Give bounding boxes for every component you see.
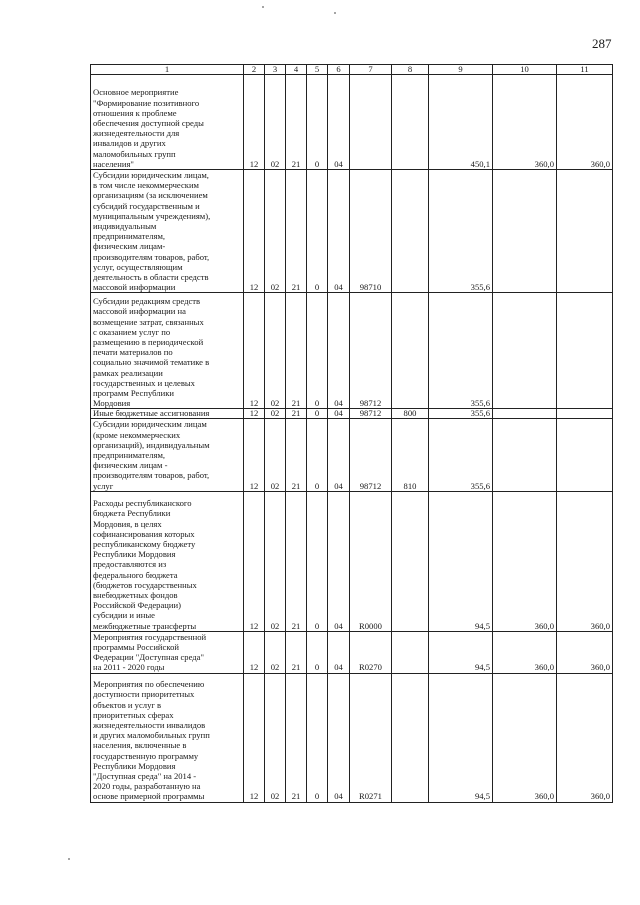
description-line: обеспечения доступной среды bbox=[93, 117, 204, 128]
cell-col-5: 0 bbox=[307, 409, 328, 419]
column-header: 2 bbox=[244, 65, 265, 75]
row-description bbox=[91, 409, 244, 419]
table-header-row bbox=[91, 65, 613, 75]
description-line: Расходы республиканского bbox=[93, 498, 192, 509]
cell-col-5: 0 bbox=[307, 631, 328, 673]
description-line: программ Республики bbox=[93, 388, 174, 399]
cell-col-10: 360,0 bbox=[493, 491, 557, 631]
cell-col-3: 02 bbox=[265, 491, 286, 631]
column-header: 6 bbox=[328, 65, 350, 75]
cell-col-2: 12 bbox=[244, 409, 265, 419]
cell-col-6: 04 bbox=[328, 170, 350, 293]
cell-col-9: 355,6 bbox=[429, 293, 493, 409]
description-line: и других маломобильных групп bbox=[93, 730, 210, 741]
description-line: Республики Мордовия bbox=[93, 760, 176, 771]
row-description bbox=[91, 75, 244, 170]
table-row bbox=[91, 491, 613, 631]
cell-col-8 bbox=[392, 170, 429, 293]
cell-col-9: 94,5 bbox=[429, 491, 493, 631]
row-description bbox=[91, 419, 244, 491]
cell-col-10: 360,0 bbox=[493, 631, 557, 673]
table-row bbox=[91, 170, 613, 293]
cell-col-10 bbox=[493, 293, 557, 409]
description-line: населения" bbox=[93, 158, 134, 169]
description-line: муниципальным учреждениям), bbox=[93, 210, 211, 221]
description-line: Мероприятия по обеспечению bbox=[93, 679, 205, 690]
scan-speck bbox=[262, 6, 264, 8]
table-row bbox=[91, 409, 613, 419]
column-header: 8 bbox=[392, 65, 429, 75]
column-header: 3 bbox=[265, 65, 286, 75]
cell-col-2: 12 bbox=[244, 631, 265, 673]
description-line: бюджета Республики bbox=[93, 508, 171, 519]
column-header: 9 bbox=[429, 65, 493, 75]
description-line: Субсидии юридическим лицам bbox=[93, 419, 207, 430]
description-line: социально значимой тематике в bbox=[93, 357, 210, 368]
cell-col-4: 21 bbox=[286, 170, 307, 293]
cell-col-8: 800 bbox=[392, 409, 429, 419]
cell-col-5: 0 bbox=[307, 491, 328, 631]
description-line: Мордовия bbox=[93, 398, 131, 409]
description-line: жизнедеятельности инвалидов bbox=[93, 720, 206, 731]
description-line: Мероприятия государственной bbox=[93, 631, 207, 642]
description-line: Федерации "Доступная среда" bbox=[93, 652, 204, 663]
cell-col-6: 04 bbox=[328, 75, 350, 170]
cell-col-2: 12 bbox=[244, 293, 265, 409]
row-description bbox=[91, 491, 244, 631]
cell-col-11: 360,0 bbox=[557, 491, 613, 631]
column-header: 11 bbox=[557, 65, 613, 75]
budget-table bbox=[90, 64, 613, 803]
description-line: населения, включенные в bbox=[93, 740, 187, 751]
cell-col-5: 0 bbox=[307, 673, 328, 802]
cell-col-5: 0 bbox=[307, 170, 328, 293]
cell-col-3: 02 bbox=[265, 419, 286, 491]
cell-col-4: 21 bbox=[286, 673, 307, 802]
cell-col-8 bbox=[392, 673, 429, 802]
cell-col-9: 450,1 bbox=[429, 75, 493, 170]
cell-col-10: 360,0 bbox=[493, 75, 557, 170]
description-line: организаций), индивидуальным bbox=[93, 439, 210, 450]
description-line: (бюджетов государственных bbox=[93, 579, 197, 590]
column-header: 5 bbox=[307, 65, 328, 75]
row-description bbox=[91, 170, 244, 293]
cell-col-7: R0000 bbox=[350, 491, 392, 631]
cell-col-5: 0 bbox=[307, 419, 328, 491]
description-line: Субсидии редакциям средств bbox=[93, 296, 201, 307]
description-line: рамках реализации bbox=[93, 367, 163, 378]
column-header: 7 bbox=[350, 65, 392, 75]
cell-col-6: 04 bbox=[328, 409, 350, 419]
cell-col-2: 12 bbox=[244, 170, 265, 293]
description-line: Российской Федерации) bbox=[93, 600, 181, 611]
scan-speck bbox=[68, 858, 70, 860]
cell-col-7: 98710 bbox=[350, 170, 392, 293]
cell-col-10 bbox=[493, 419, 557, 491]
description-line: субсидии и иные bbox=[93, 610, 155, 621]
cell-col-3: 02 bbox=[265, 293, 286, 409]
description-line: организациям (за исключением bbox=[93, 190, 208, 201]
cell-col-11: 360,0 bbox=[557, 75, 613, 170]
cell-col-9: 94,5 bbox=[429, 631, 493, 673]
description-line: доступности приоритетных bbox=[93, 689, 195, 700]
description-line: услуг bbox=[93, 480, 114, 491]
cell-col-4: 21 bbox=[286, 631, 307, 673]
cell-col-7: 98712 bbox=[350, 293, 392, 409]
cell-col-3: 02 bbox=[265, 75, 286, 170]
cell-col-11: 360,0 bbox=[557, 631, 613, 673]
description-line: индивидуальным bbox=[93, 221, 157, 232]
cell-col-2: 12 bbox=[244, 75, 265, 170]
description-line: деятельность в области средств bbox=[93, 272, 209, 283]
description-line: программы Российской bbox=[93, 642, 179, 653]
table-row bbox=[91, 419, 613, 491]
cell-col-5: 0 bbox=[307, 75, 328, 170]
cell-col-11 bbox=[557, 409, 613, 419]
cell-col-11: 360,0 bbox=[557, 673, 613, 802]
description-line: физическим лицам- bbox=[93, 241, 166, 252]
cell-col-8 bbox=[392, 75, 429, 170]
cell-col-4: 21 bbox=[286, 75, 307, 170]
description-line: на 2011 - 2020 годы bbox=[93, 662, 165, 673]
cell-col-7: 98712 bbox=[350, 409, 392, 419]
description-line: услуг, осуществляющим bbox=[93, 261, 183, 272]
description-line: Республики Мордовия bbox=[93, 549, 176, 560]
cell-col-9: 94,5 bbox=[429, 673, 493, 802]
description-line: отношения к проблеме bbox=[93, 107, 177, 118]
description-line: субсидий государственным и bbox=[93, 200, 200, 211]
description-line: приоритетных сферах bbox=[93, 709, 174, 720]
column-header: 4 bbox=[286, 65, 307, 75]
cell-col-7 bbox=[350, 75, 392, 170]
cell-col-8 bbox=[392, 293, 429, 409]
description-line: федерального бюджета bbox=[93, 569, 178, 580]
column-header: 1 bbox=[91, 65, 244, 75]
cell-col-3: 02 bbox=[265, 673, 286, 802]
table-row bbox=[91, 293, 613, 409]
description-line: основе примерной программы bbox=[93, 791, 205, 802]
cell-col-11 bbox=[557, 170, 613, 293]
cell-col-6: 04 bbox=[328, 491, 350, 631]
description-line: размещению в периодической bbox=[93, 337, 204, 348]
cell-col-11 bbox=[557, 293, 613, 409]
cell-col-9: 355,6 bbox=[429, 419, 493, 491]
cell-col-7: R0270 bbox=[350, 631, 392, 673]
cell-col-4: 21 bbox=[286, 293, 307, 409]
description-line: "Формирование позитивного bbox=[93, 97, 200, 108]
description-line: государственных и целевых bbox=[93, 377, 195, 388]
cell-col-6: 04 bbox=[328, 631, 350, 673]
description-line: предоставляются из bbox=[93, 559, 167, 570]
cell-col-10 bbox=[493, 170, 557, 293]
cell-col-4: 21 bbox=[286, 491, 307, 631]
cell-col-8 bbox=[392, 631, 429, 673]
cell-col-3: 02 bbox=[265, 170, 286, 293]
description-line: предпринимателям, bbox=[93, 450, 166, 461]
cell-col-9: 355,6 bbox=[429, 170, 493, 293]
description-line: маломобильных групп bbox=[93, 148, 176, 159]
cell-col-7: R0271 bbox=[350, 673, 392, 802]
description-line: объектов и услуг в bbox=[93, 699, 162, 710]
cell-col-6: 04 bbox=[328, 673, 350, 802]
table-body bbox=[91, 75, 613, 803]
description-line: Субсидии юридическим лицам, bbox=[93, 170, 209, 180]
table-row bbox=[91, 75, 613, 170]
description-line: производителям товаров, работ, bbox=[93, 470, 210, 481]
table-row bbox=[91, 673, 613, 802]
description-line: "Доступная среда" на 2014 - bbox=[93, 771, 197, 782]
cell-col-11 bbox=[557, 419, 613, 491]
scan-speck bbox=[334, 12, 336, 14]
cell-col-3: 02 bbox=[265, 631, 286, 673]
cell-col-2: 12 bbox=[244, 419, 265, 491]
description-line: в том числе некоммерческим bbox=[93, 180, 199, 191]
cell-col-2: 12 bbox=[244, 673, 265, 802]
description-line: республиканскому бюджету bbox=[93, 539, 196, 550]
description-line: возмещение затрат, связанных bbox=[93, 316, 204, 327]
cell-col-3: 02 bbox=[265, 409, 286, 419]
description-line: государственную программу bbox=[93, 750, 199, 761]
description-line: инвалидов и других bbox=[93, 138, 166, 149]
cell-col-10 bbox=[493, 409, 557, 419]
table-row bbox=[91, 631, 613, 673]
page-number: 287 bbox=[592, 36, 612, 51]
cell-col-6: 04 bbox=[328, 293, 350, 409]
description-line: 2020 годы, разработанную на bbox=[93, 781, 201, 792]
description-line: Иные бюджетные ассигнования bbox=[93, 408, 210, 419]
cell-col-6: 04 bbox=[328, 419, 350, 491]
cell-col-2: 12 bbox=[244, 491, 265, 631]
column-header: 10 bbox=[493, 65, 557, 75]
description-line: массовой информации bbox=[93, 282, 176, 293]
description-line: физическим лицам - bbox=[93, 460, 168, 471]
description-line: Мордовия, в целях bbox=[93, 518, 162, 529]
row-description bbox=[91, 631, 244, 673]
description-line: массовой информации на bbox=[93, 306, 186, 317]
cell-col-8 bbox=[392, 491, 429, 631]
description-line: жизнедеятельности для bbox=[93, 128, 180, 139]
description-line: с оказанием услуг по bbox=[93, 326, 171, 337]
description-line: софинансирования которых bbox=[93, 528, 195, 539]
row-description bbox=[91, 293, 244, 409]
cell-col-10: 360,0 bbox=[493, 673, 557, 802]
cell-col-7: 98712 bbox=[350, 419, 392, 491]
description-line: предпринимателям, bbox=[93, 231, 166, 242]
row-description bbox=[91, 673, 244, 802]
description-line: внебюджетных фондов bbox=[93, 590, 178, 601]
description-line: (кроме некоммерческих bbox=[93, 429, 181, 440]
cell-col-4: 21 bbox=[286, 409, 307, 419]
description-line: производителям товаров, работ, bbox=[93, 251, 210, 262]
cell-col-4: 21 bbox=[286, 419, 307, 491]
description-line: печати материалов по bbox=[93, 347, 173, 358]
cell-col-9: 355,6 bbox=[429, 409, 493, 419]
cell-col-5: 0 bbox=[307, 293, 328, 409]
description-line: межбюджетные трансферты bbox=[93, 620, 197, 631]
cell-col-8: 810 bbox=[392, 419, 429, 491]
description-line: Основное мероприятие bbox=[93, 87, 179, 98]
